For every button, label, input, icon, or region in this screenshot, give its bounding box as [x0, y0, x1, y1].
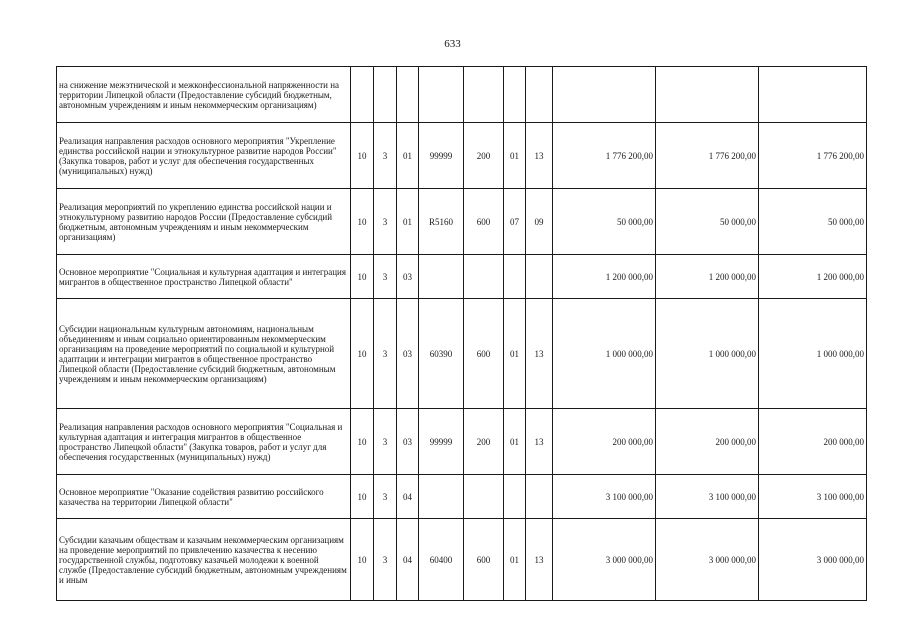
code-subprogram: 04 — [397, 519, 419, 601]
table-row — [57, 189, 867, 255]
code-target: 60390 — [419, 299, 464, 409]
code-target — [419, 475, 464, 519]
code-expense-type: 600 — [464, 299, 504, 409]
code-subsection: 13 — [526, 299, 553, 409]
code-expense-type — [464, 255, 504, 299]
amount-year-1: 50 000,00 — [553, 189, 656, 255]
code-expense-type: 600 — [464, 189, 504, 255]
amount-year-1: 1 776 200,00 — [553, 123, 656, 189]
code-target — [419, 67, 464, 123]
code-subsection — [526, 475, 553, 519]
code-section — [504, 255, 526, 299]
code-subprogram: 01 — [397, 123, 419, 189]
table-row — [57, 255, 867, 299]
amount-year-3: 1 000 000,00 — [759, 299, 867, 409]
code-rz: 10 — [351, 519, 374, 601]
amount-year-1: 200 000,00 — [553, 409, 656, 475]
code-section: 07 — [504, 189, 526, 255]
code-subprogram: 03 — [397, 299, 419, 409]
row-description: на снижение межэтнической и межконфессиональной напряженности на территории Липецкой области (Предоставление субсидий бюджетным, автономным учреждениям и иным некоммерческим организациям) — [57, 67, 351, 123]
code-section — [504, 67, 526, 123]
code-subprogram: 03 — [397, 255, 419, 299]
table-row — [57, 67, 867, 123]
code-target: 99999 — [419, 123, 464, 189]
amount-year-2: 3 000 000,00 — [656, 519, 759, 601]
row-description: Субсидии казачьим обществам и казачьим некоммерческим организациям на проведение мероприятий по привлечению казачества к несению государственной службы, подготовку казачьей молодежи к военной службе (Предоставление субсидий бюджетным, автономным учреждениям и иным — [57, 519, 351, 601]
amount-year-1: 3 100 000,00 — [553, 475, 656, 519]
code-target: R5160 — [419, 189, 464, 255]
code-pr: 3 — [374, 519, 397, 601]
amount-year-3: 1 776 200,00 — [759, 123, 867, 189]
code-section: 01 — [504, 299, 526, 409]
code-subsection: 09 — [526, 189, 553, 255]
code-rz: 10 — [351, 255, 374, 299]
amount-year-1: 1 000 000,00 — [553, 299, 656, 409]
code-expense-type: 600 — [464, 519, 504, 601]
code-target: 99999 — [419, 409, 464, 475]
code-section: 01 — [504, 123, 526, 189]
amount-year-3: 3 000 000,00 — [759, 519, 867, 601]
amount-year-2: 1 000 000,00 — [656, 299, 759, 409]
amount-year-3: 50 000,00 — [759, 189, 867, 255]
amount-year-3: 200 000,00 — [759, 409, 867, 475]
budget-table — [56, 66, 867, 601]
table-row — [57, 123, 867, 189]
code-section: 01 — [504, 519, 526, 601]
code-subprogram: 01 — [397, 189, 419, 255]
table-row — [57, 475, 867, 519]
row-description: Реализация направления расходов основного мероприятия "Укрепление единства российской нации и этнокультурное развитие народов России" (Закупка товаров, работ и услуг для обеспечения государственных (муниципальных) нужд) — [57, 123, 351, 189]
table-row — [57, 299, 867, 409]
code-pr: 3 — [374, 189, 397, 255]
code-subsection: 13 — [526, 519, 553, 601]
amount-year-2 — [656, 67, 759, 123]
amount-year-1 — [553, 67, 656, 123]
page-number: 633 — [444, 38, 461, 50]
code-rz — [351, 67, 374, 123]
code-rz: 10 — [351, 299, 374, 409]
code-target — [419, 255, 464, 299]
amount-year-2: 200 000,00 — [656, 409, 759, 475]
code-subsection: 13 — [526, 409, 553, 475]
code-rz: 10 — [351, 189, 374, 255]
row-description: Основное мероприятие "Социальная и культурная адаптация и интеграция мигрантов в общественное пространство Липецкой области" — [57, 255, 351, 299]
amount-year-2: 1 200 000,00 — [656, 255, 759, 299]
code-pr: 3 — [374, 255, 397, 299]
code-subsection: 13 — [526, 123, 553, 189]
code-expense-type: 200 — [464, 123, 504, 189]
table-row — [57, 409, 867, 475]
code-section — [504, 475, 526, 519]
code-subsection — [526, 67, 553, 123]
amount-year-2: 50 000,00 — [656, 189, 759, 255]
amount-year-3: 3 100 000,00 — [759, 475, 867, 519]
code-section: 01 — [504, 409, 526, 475]
code-subprogram: 04 — [397, 475, 419, 519]
amount-year-2: 3 100 000,00 — [656, 475, 759, 519]
amount-year-3 — [759, 67, 867, 123]
row-description: Реализация мероприятий по укреплению единства российской нации и этнокультурному развитию народов России (Предоставление субсидий бюджетным, автономным учреждениям и иным некоммерческим организациям) — [57, 189, 351, 255]
row-description: Субсидии национальным культурным автономиям, национальным объединениям и иным социально ориентированным некоммерческим организациям на проведение мероприятий по социальной и культурной адаптации и интеграции мигрантов в общественное пространство Липецкой области (Предоставление субсидий бюджетным, автономным учреждениям и иным некоммерческим организациям) — [57, 299, 351, 409]
code-rz: 10 — [351, 409, 374, 475]
amount-year-1: 1 200 000,00 — [553, 255, 656, 299]
code-expense-type — [464, 475, 504, 519]
code-expense-type — [464, 67, 504, 123]
code-target: 60400 — [419, 519, 464, 601]
code-pr: 3 — [374, 299, 397, 409]
amount-year-2: 1 776 200,00 — [656, 123, 759, 189]
row-description: Реализация направления расходов основного мероприятия "Социальная и культурная адаптация и интеграция мигрантов в общественное пространство Липецкой области" (Закупка товаров, работ и услуг для обеспечения государственных (муниципальных) нужд) — [57, 409, 351, 475]
table-body — [57, 67, 867, 601]
row-description: Основное мероприятие "Оказание содействия развитию российского казачества на территории Липецкой области" — [57, 475, 351, 519]
code-pr: 3 — [374, 123, 397, 189]
code-pr: 3 — [374, 409, 397, 475]
code-pr — [374, 67, 397, 123]
code-rz: 10 — [351, 475, 374, 519]
code-subprogram — [397, 67, 419, 123]
code-rz: 10 — [351, 123, 374, 189]
amount-year-1: 3 000 000,00 — [553, 519, 656, 601]
table-row — [57, 519, 867, 601]
code-subsection — [526, 255, 553, 299]
code-subprogram: 03 — [397, 409, 419, 475]
code-expense-type: 200 — [464, 409, 504, 475]
code-pr: 3 — [374, 475, 397, 519]
amount-year-3: 1 200 000,00 — [759, 255, 867, 299]
